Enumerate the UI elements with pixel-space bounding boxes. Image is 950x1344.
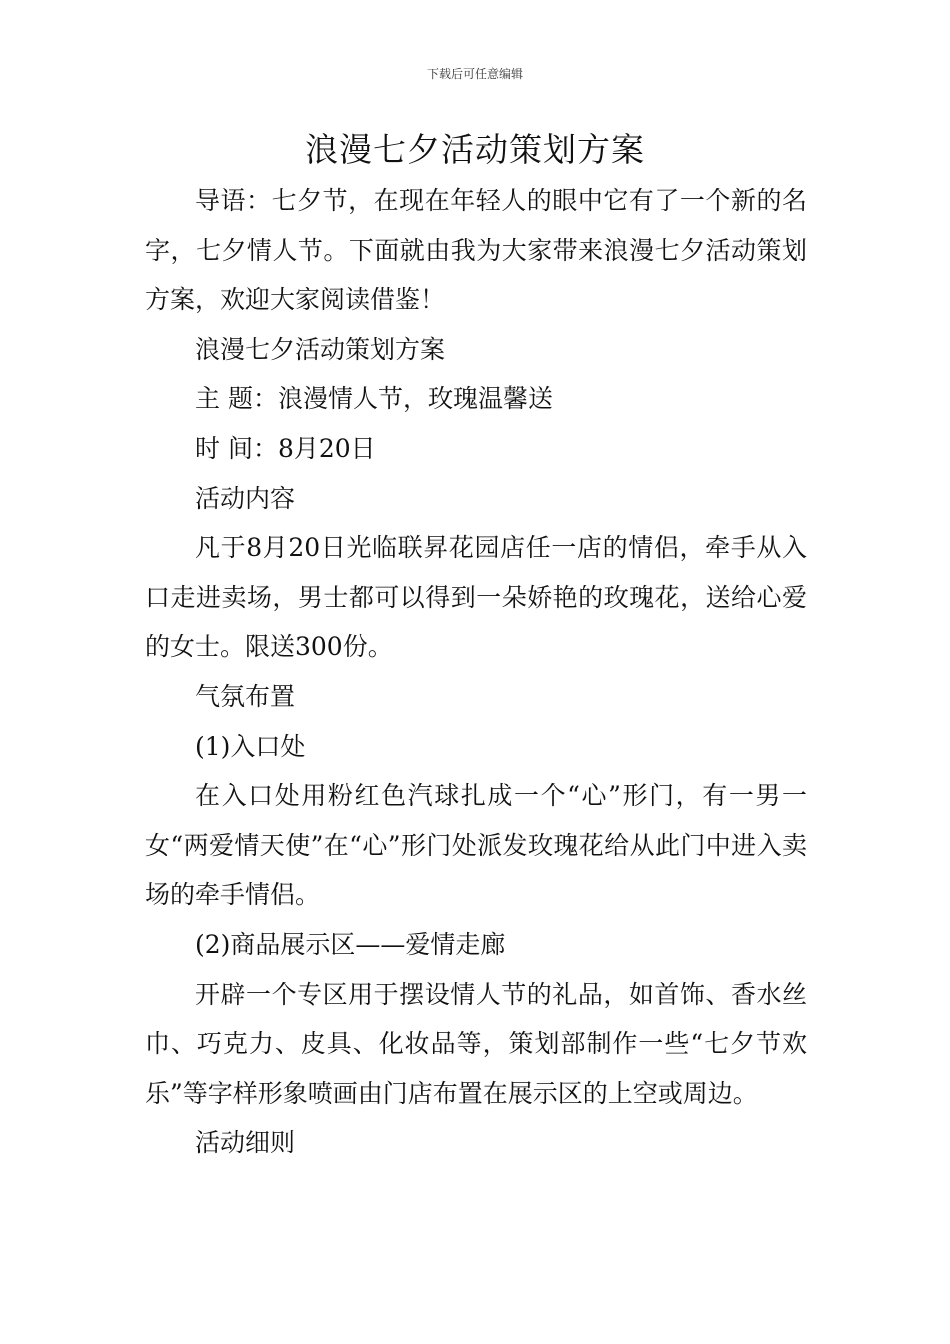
document-title: 浪漫七夕活动策划方案 xyxy=(305,130,645,169)
paragraph-rules-heading: 活动细则 xyxy=(195,1128,296,1158)
paragraph-intro: 导语：七夕节，在现在年轻人的眼中它有了一个新的名字，七夕情人节。下面就由我为大家带来浪漫七夕活动策划方案，欢迎大家阅读借鉴！ xyxy=(145,186,807,315)
paragraph-entrance-heading: (1)入口处 xyxy=(195,731,306,761)
paragraph-time: 时 间：8月20日 xyxy=(195,433,376,463)
paragraph-display-heading: (2)商品展示区——爱情走廊 xyxy=(195,929,506,959)
paragraph-activity-content: 凡于8月20日光临联昇花园店任一店的情侣，牵手从入口走进卖场，男士都可以得到一朵娇艳的玫瑰花，送给心爱的女士。限送300份。 xyxy=(145,533,807,662)
paragraph-entrance-content: 在入口处用粉红色汽球扎成一个“心”形门，有一男一女“两爱情天使”在“心”形门处派发玫瑰花给从此门中进入卖场的牵手情侣。 xyxy=(145,781,807,910)
paragraph-plan-title: 浪漫七夕活动策划方案 xyxy=(195,334,446,364)
header-note: 下载后可任意编辑 xyxy=(426,67,523,81)
paragraph-theme: 主 题：浪漫情人节，玫瑰温馨送 xyxy=(195,384,553,414)
paragraph-activity-heading: 活动内容 xyxy=(195,483,296,513)
paragraph-atmosphere-heading: 气氛布置 xyxy=(195,681,296,711)
paragraph-display-content: 开辟一个专区用于摆设情人节的礼品，如首饰、香水丝巾、巧克力、皮具、化妆品等，策划部制作一些“七夕节欢乐”等字样形象喷画由门店布置在展示区的上空或周边。 xyxy=(145,979,807,1108)
document-body xyxy=(145,176,807,1168)
